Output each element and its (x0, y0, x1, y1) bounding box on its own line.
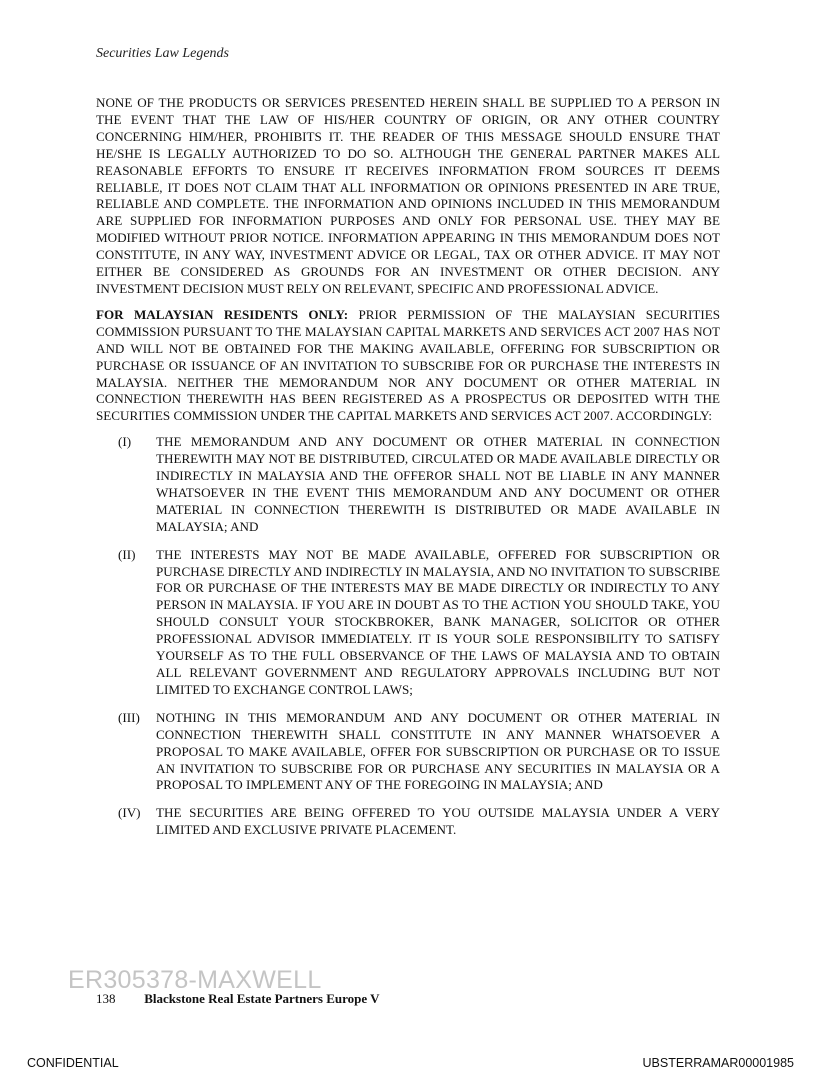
page-footer (96, 991, 380, 1007)
restrictions-list (96, 434, 720, 839)
confidential-stamp: CONFIDENTIAL (27, 1056, 119, 1070)
running-header: Securities Law Legends (96, 46, 229, 61)
list-item-number: (I) (118, 434, 132, 450)
list-item-text: NOTHING IN THIS MEMORANDUM AND ANY DOCUMENT OR OTHER MATERIAL IN CONNECTION THEREWITH SHALL CONSTITUTE IN ANY MANNER WHATSOEVER A PROPOSAL TO MAKE AVAILABLE, OFFER FOR SUBSCRIPTION OR PURCHASE OR TO ISSUE AN INVITATION TO SUBSCRIBE FOR OR PURCHASE ANY SECURITIES IN MALAYSIA OR A PROPOSAL TO IMPLEMENT ANY OF THE FOREGOING IN MALAYSIA; AND (156, 709, 720, 793)
footer-title: Blackstone Real Estate Partners Europe V (144, 991, 380, 1006)
list-item (96, 547, 720, 699)
disclaimer-paragraph: NONE OF THE PRODUCTS OR SERVICES PRESENTED HEREIN SHALL BE SUPPLIED TO A PERSON IN THE EVENT THAT THE LAW OF HIS/HER COUNTRY OF ORIGIN, OR ANY OTHER COUNTRY CONCERNING HIM/HER, PROHIBITS IT. THE READER OF THIS MESSAGE SHOULD ENSURE THAT HE/SHE IS LEGALLY AUTHORIZED TO DO SO. ALTHOUGH THE GENERAL PARTNER MAKES ALL REASONABLE EFFORTS TO ENSURE IT RECEIVES INFORMATION FROM SOURCES IT DEEMS RELIABLE, IT DOES NOT CLAIM THAT ALL INFORMATION OR OPINIONS PRESENTED IN ARE TRUE, RELIABLE AND COMPLETE. THE INFORMATION AND OPINIONS INCLUDED IN THIS MEMORANDUM ARE SUPPLIED FOR INFORMATION PURPOSES AND ONLY FOR PERSONAL USE. THEY MAY BE MODIFIED WITHOUT PRIOR NOTICE. INFORMATION APPEARING IN THIS MEMORANDUM DOES NOT CONSTITUTE, IN ANY WAY, INVESTMENT ADVICE OR LEGAL, TAX OR OTHER ADVICE. IT MAY NOT EITHER BE CONSIDERED AS GROUNDS FOR AN INVESTMENT OR OTHER DECISION. ANY INVESTMENT DECISION MUST RELY ON RELEVANT, SPECIFIC AND PROFESSIONAL ADVICE. (96, 95, 720, 296)
watermark: ER305378-MAXWELL (68, 966, 322, 994)
list-item-number: (IV) (118, 805, 141, 821)
malaysia-paragraph-text: PRIOR PERMISSION OF THE MALAYSIAN SECURITIES COMMISSION PURSUANT TO THE MALAYSIAN CAPITAL MARKETS AND SERVICES ACT 2007 HAS NOT AND WILL NOT BE OBTAINED FOR THE MAKING AVAILABLE, OFFERING FOR SUBSCRIPTION OR PURCHASE OR ISSUANCE OF AN INVITATION TO SUBSCRIBE FOR OR PURCHASE THE INTERESTS IN MALAYSIA. NEITHER THE MEMORANDUM NOR ANY DOCUMENT OR OTHER MATERIAL IN CONNECTION THEREWITH HAS BEEN REGISTERED AS A PROSPECTUS OR DEPOSITED WITH THE SECURITIES COMMISSION UNDER THE CAPITAL MARKETS AND SERVICES ACT 2007. ACCORDINGLY: (96, 306, 720, 424)
malaysia-paragraph (96, 307, 720, 425)
malaysia-heading: FOR MALAYSIAN RESIDENTS ONLY: (96, 306, 349, 322)
bates-number: UBSTERRAMAR00001985 (642, 1056, 794, 1070)
document-body (96, 95, 720, 850)
list-item-text: THE INTERESTS MAY NOT BE MADE AVAILABLE, OFFERED FOR SUBSCRIPTION OR PURCHASE DIRECTLY AND INDIRECTLY IN MALAYSIA, AND NO INVITATION TO SUBSCRIBE FOR OR PURCHASE OF THE INTERESTS MAY BE MADE DIRECTLY OR INDIRECTLY TO ANY PERSON IN MALAYSIA. IF YOU ARE IN DOUBT AS TO THE ACTION YOU SHOULD TAKE, YOU SHOULD CONSULT YOUR STOCKBROKER, BANK MANAGER, SOLICITOR OR OTHER PROFESSIONAL ADVISOR IMMEDIATELY. IT IS YOUR SOLE RESPONSIBILITY TO SATISFY YOURSELF AS TO THE FULL OBSERVANCE OF THE LAWS OF MALAYSIA AND TO OBTAIN ALL RELEVANT GOVERNMENT AND REGULATORY APPROVALS INCLUDING BUT NOT LIMITED TO EXCHANGE CONTROL LAWS; (156, 546, 720, 697)
list-item-number: (II) (118, 546, 136, 562)
page-number: 138 (96, 991, 116, 1006)
list-item-text: THE SECURITIES ARE BEING OFFERED TO YOU OUTSIDE MALAYSIA UNDER A VERY LIMITED AND EXCLUSIVE PRIVATE PLACEMENT. (156, 805, 720, 838)
list-item-text: THE MEMORANDUM AND ANY DOCUMENT OR OTHER MATERIAL IN CONNECTION THEREWITH MAY NOT BE DISTRIBUTED, CIRCULATED OR MADE AVAILABLE DIRECTLY OR INDIRECTLY IN MALAYSIA AND THE OFFEROR SHALL NOT BE LIABLE IN ANY MANNER WHATSOEVER IN THE EVENT THIS MEMORANDUM AND ANY DOCUMENT OR OTHER MATERIAL IN CONNECTION THEREWITH IS DISTRIBUTED OR MADE AVAILABLE IN MALAYSIA; AND (156, 434, 720, 534)
list-item (96, 805, 720, 839)
list-item (96, 434, 720, 535)
list-item (96, 710, 720, 795)
list-item-number: (III) (118, 709, 140, 725)
